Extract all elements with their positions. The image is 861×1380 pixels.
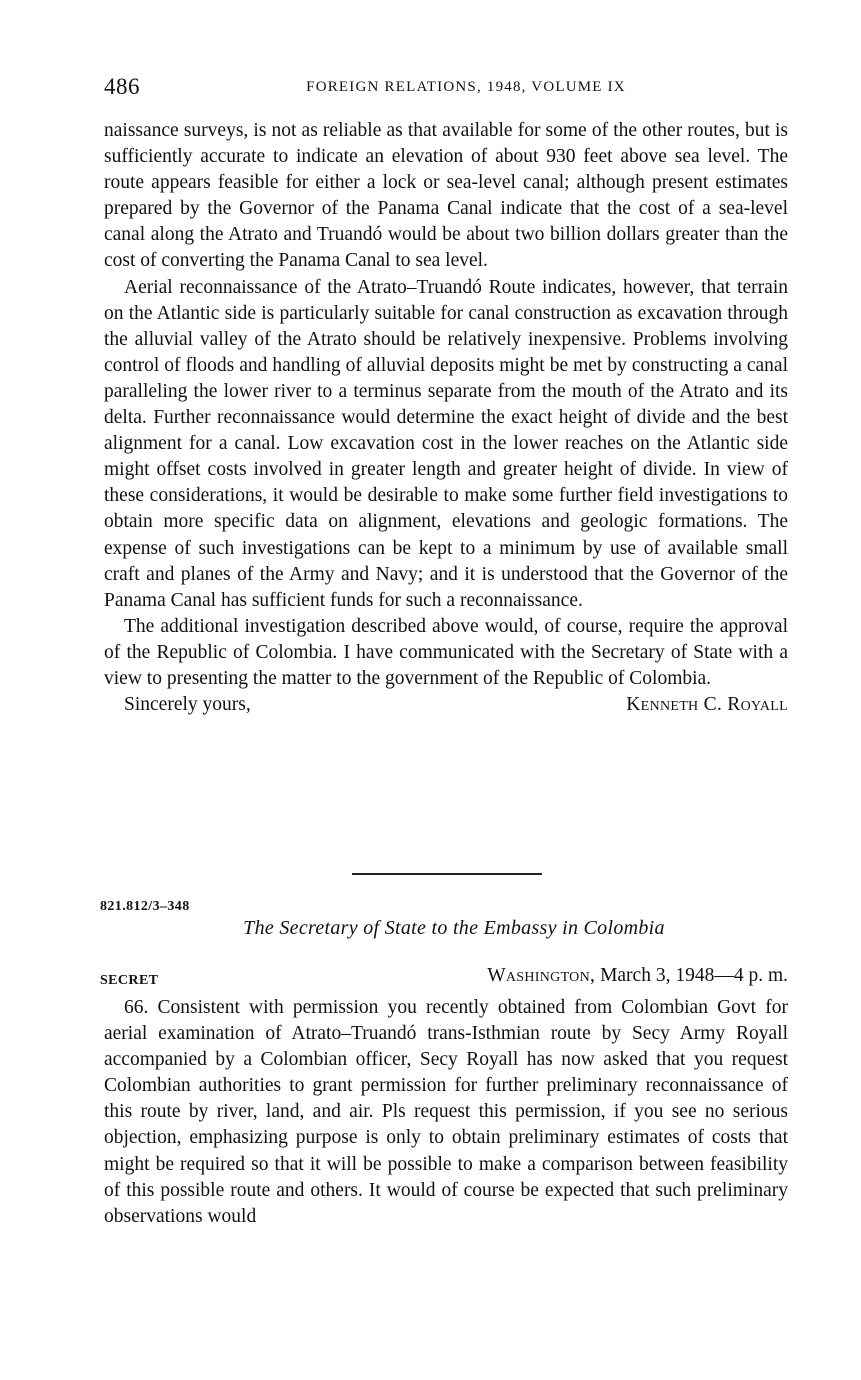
letter-paragraph-3: The additional investigation described above would, of course, require the approval of the Republic of Colombia. I have communicated with the Secretary of State with a view to presenting the matter to the government of the Republic of Colombia.: [104, 615, 788, 689]
page-number: 486: [104, 74, 140, 99]
running-head: FOREIGN RELATIONS, 1948, VOLUME IX: [306, 79, 626, 95]
dateline: [487, 965, 788, 987]
dateline-place: Washington,: [487, 965, 596, 986]
page-header: [104, 74, 788, 104]
document-meta: [100, 965, 788, 993]
signature: Kenneth C. Royall: [626, 694, 788, 716]
letter-paragraph-1: naissance surveys, is not as reliable as that available for some of the other routes, but is sufficiently accurate to indicate an elevation of about 930 feet above sea level. The route appears feasible for either a lock or sea-level canal; although present estimates prepared by the Governor of the Panama Canal indicate that the cost of a sea-level canal along the Atrato and Truandó would be about two billion dollars greater than the cost of converting the Panama Canal to sea level.: [104, 120, 788, 272]
letter-closing: [104, 692, 788, 718]
complimentary-close: Sincerely yours,: [124, 694, 251, 716]
document-title: The Secretary of State to the Embassy in Colombia: [243, 917, 665, 939]
telegram-body: [104, 995, 788, 1230]
file-number: 821.812/3–348: [100, 899, 190, 914]
classification-label: SECRET: [100, 973, 159, 988]
dateline-date: March 3, 1948—4 p. m.: [595, 965, 788, 986]
letter-paragraph-2: Aerial reconnaissance of the Atrato–Truandó Route indicates, however, that terrain on the Atlantic side is particularly suitable for canal construction as excavation through the alluvial valley of the Atrato should be relatively inexpensive. Problems involving control of floods and handling of alluvial deposits might be met by constructing a canal paralleling the lower river to a terminus separate from the mouth of the Atrato and its delta. Further reconnaissance would determine the exact height of divide and the best alignment for a canal. Low excavation cost in the lower reaches on the Atlantic side might offset costs involved in greater length and greater height of divide. In view of these considerations, it would be desirable to make some further field investigations to obtain more specific data on alignment, elevations and geologic formations. The expense of such investigations can be kept to a minimum by use of available small craft and planes of the Army and Navy; and it is understood that the Governor of the Panama Canal has sufficient funds for such a reconnaissance.: [104, 276, 788, 611]
section-divider: [352, 873, 542, 875]
letter-body: [104, 118, 788, 718]
telegram-paragraph: 66. Consistent with permission you recently obtained from Colombian Govt for aerial examination of Atrato–Truandó trans-Isthmian route by Secy Army Royall accompanied by a Colombian officer, Secy Royall has now asked that you request Colombian authorities to grant permission for further preliminary reconnaissance of this route by river, land, and air. Pls request this permission, if you see no serious objection, emphasizing purpose is only to obtain preliminary estimates of costs that might be required so that it will be possible to make a comparison between feasibility of this possible route and others. It would of course be expected that such preliminary observations would: [104, 997, 788, 1227]
